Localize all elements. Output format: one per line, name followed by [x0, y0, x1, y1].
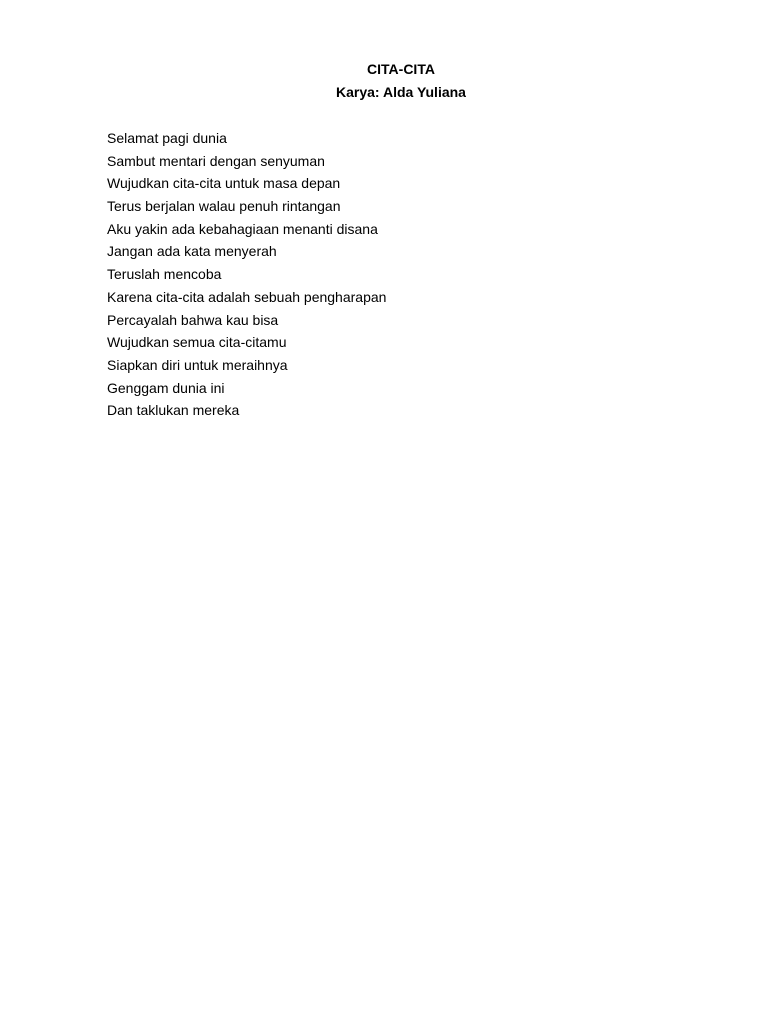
poem-line: Terus berjalan walau penuh rintangan [107, 198, 341, 215]
poem-line: Genggam dunia ini [107, 379, 225, 396]
poem-author: Karya: Alda Yuliana [336, 84, 466, 100]
poem-line: Wujudkan semua cita-citamu [107, 334, 287, 351]
poem-line: Karena cita-cita adalah sebuah pengharapan [107, 288, 387, 305]
poem-line: Sambut mentari dengan senyuman [107, 152, 325, 169]
poem-line: Aku yakin ada kebahagiaan menanti disana [107, 220, 378, 237]
poem-line: Siapkan diri untuk meraihnya [107, 356, 288, 373]
poem-line: Selamat pagi dunia [107, 130, 227, 146]
poem-line: Jangan ada kata menyerah [107, 243, 277, 260]
poem-line: Dan taklukan mereka [107, 402, 240, 419]
poem-title: CITA-CITA [367, 61, 435, 77]
poem-line: Percayalah bahwa kau bisa [107, 311, 279, 328]
poem-line: Teruslah mencoba [107, 266, 222, 283]
poem-body [107, 127, 667, 422]
poem-line: Wujudkan cita-cita untuk masa depan [107, 175, 341, 192]
